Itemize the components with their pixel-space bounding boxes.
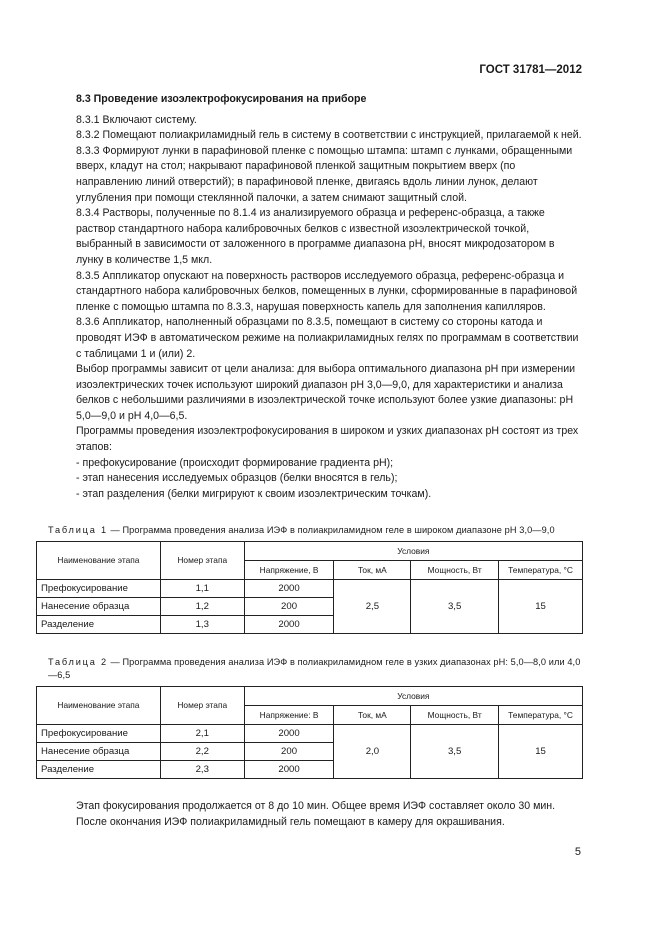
table2-row1-number: 2,1 [160, 725, 244, 743]
table2-header-voltage: Напряжение: В [244, 706, 334, 725]
table1-header-stage: Наименование этапа [37, 542, 161, 580]
paragraph-8-3-1: 8.3.1 Включают систему. [76, 113, 197, 126]
paragraph-8-3-4: 8.3.4 Растворы, полученные по 8.1.4 из анализируемого образца и референс-образца, а также раствор стандартного набора калибровочных белков с известной изоэлектрической точкой, выбранный в зависимости от заложенного в программе диапазона рН, вносят микродозатором в лунку в количестве 1,5 мкл. [76, 207, 555, 266]
closing-paragraph-duration: Этап фокусирования продолжается от 8 до 10 мин. Общее время ИЭФ составляет около 30 мин. [76, 800, 556, 813]
table1-row1-voltage: 2000 [244, 580, 334, 598]
table1-row2-voltage: 200 [244, 598, 334, 616]
table2-caption-text: — Программа проведения анализа ИЭФ в полиакриламидном геле в узких диапазонах рН: 5,0—8,0 или 4,0—6,5 [48, 657, 581, 681]
table2-row3-name: Разделение [37, 761, 161, 779]
paragraph-program-choice: Выбор программы зависит от цели анализа: для выбора оптимального диапазона рН при измерении изоэлектрических точек используют широкий диапазон рН 3,0—9,0, для характеристики и анализа белков с небольшими различиями в изоэлектрической точке используют более узкие диапазоны: рН 5,0—9,0 и рН 4,0—6,5. [76, 363, 576, 422]
table2-header-temperature: Температура, °С [499, 706, 583, 725]
table2 [36, 686, 583, 779]
paragraph-8-3-5: 8.3.5 Аппликатор опускают на поверхность растворов исследуемого образца, референс-образца и стандартного набора калибровочных белков, помещенных в лунки, сформированные в парафиновой пленке с помощью штампа по 8.3.3, нарушая поверхность капель для заполнения капилляров. [76, 269, 578, 313]
list-item: - этап разделения (белки мигрируют к своим изоэлектрическим точкам). [76, 487, 432, 500]
table2-header-current: Ток, мА [334, 706, 411, 725]
table1-header-number: Номер этапа [160, 542, 244, 580]
table1-caption-text: — Программа проведения анализа ИЭФ в полиакриламидном геле в широком диапазоне рН 3,0—9,0 [107, 525, 555, 536]
page-number: 5 [574, 846, 581, 858]
table1-label: Таблица 1 [48, 525, 108, 536]
table1-power: 3,5 [411, 580, 499, 634]
table2-caption [48, 656, 584, 682]
table1-row2-name: Нанесение образца [37, 598, 161, 616]
table1-current: 2,5 [334, 580, 411, 634]
paragraph-stages-intro: Программы проведения изоэлектрофокусирования в широком и узких диапазонах рН состоят из трех этапов: [76, 425, 579, 454]
table1-header-temperature: Температура, °С [499, 561, 583, 580]
table2-temperature: 15 [499, 725, 583, 779]
table2-label: Таблица 2 [48, 657, 108, 668]
table2-row3-number: 2,3 [160, 761, 244, 779]
table2-current: 2,0 [334, 725, 411, 779]
table-row [37, 580, 583, 598]
table2-row3-voltage: 2000 [244, 761, 334, 779]
document-header: ГОСТ 31781—2012 [479, 64, 582, 76]
table1-row1-name: Префокусирование [37, 580, 161, 598]
table1 [36, 541, 583, 634]
table1-header-voltage: Напряжение, В [244, 561, 334, 580]
table1-header-power: Мощность, Вт [411, 561, 499, 580]
section-title: 8.3 Проведение изоэлектрофокусирования на приборе [76, 93, 367, 105]
table2-header-stage: Наименование этапа [37, 687, 161, 725]
table2-header-number: Номер этапа [160, 687, 244, 725]
paragraph-8-3-2: 8.3.2 Помещают полиакриламидный гель в систему в соответствии с инструкцией, прилагаемой к ней. [76, 129, 582, 142]
table1-header-current: Ток, мА [334, 561, 411, 580]
table1-row3-number: 1,3 [160, 616, 244, 634]
table1-temperature: 15 [499, 580, 583, 634]
table2-power: 3,5 [411, 725, 499, 779]
paragraph-8-3-3: 8.3.3 Формируют лунки в парафиновой пленке с помощью штампа: штамп с лунками, обращенными вверх, кладут на стол; накрывают парафиновой пленкой защитным покрытием вверх (по направлению линий отверстий); в парафиновой пленке, двигаясь вдоль линии лунок, делают углубления при помощи стеклянной палочки, а затем снимают защитный слой. [76, 144, 573, 204]
table1-caption [48, 524, 584, 537]
table-row [37, 725, 583, 743]
paragraph-8-3-6: 8.3.6 Аппликатор, наполненный образцами по 8.3.5, помещают в систему со стороны катода и проводят ИЭФ в автоматическом режиме на полиакриламидных гелях по программам в соответствии с таблицами 1 и (или) 2. [76, 316, 579, 360]
table2-row2-name: Нанесение образца [37, 743, 161, 761]
table1-row1-number: 1,1 [160, 580, 244, 598]
table2-header-power: Мощность, Вт [411, 706, 499, 725]
table2-header-conditions: Условия [244, 687, 582, 706]
table2-row2-number: 2,2 [160, 743, 244, 761]
table2-row1-voltage: 2000 [244, 725, 334, 743]
table1-header-conditions: Условия [244, 542, 582, 561]
table1-row3-name: Разделение [37, 616, 161, 634]
closing-paragraph-staining: После окончания ИЭФ полиакриламидный гель помещают в камеру для окрашивания. [76, 816, 505, 829]
page-content [41, 92, 584, 831]
table1-row3-voltage: 2000 [244, 616, 334, 634]
list-item: - префокусирование (происходит формирование градиента рН); [76, 456, 394, 469]
table2-row1-name: Префокусирование [37, 725, 161, 743]
table1-row2-number: 1,2 [160, 598, 244, 616]
list-item: - этап нанесения исследуемых образцов (белки вносятся в гель); [76, 472, 398, 485]
table2-row2-voltage: 200 [244, 743, 334, 761]
